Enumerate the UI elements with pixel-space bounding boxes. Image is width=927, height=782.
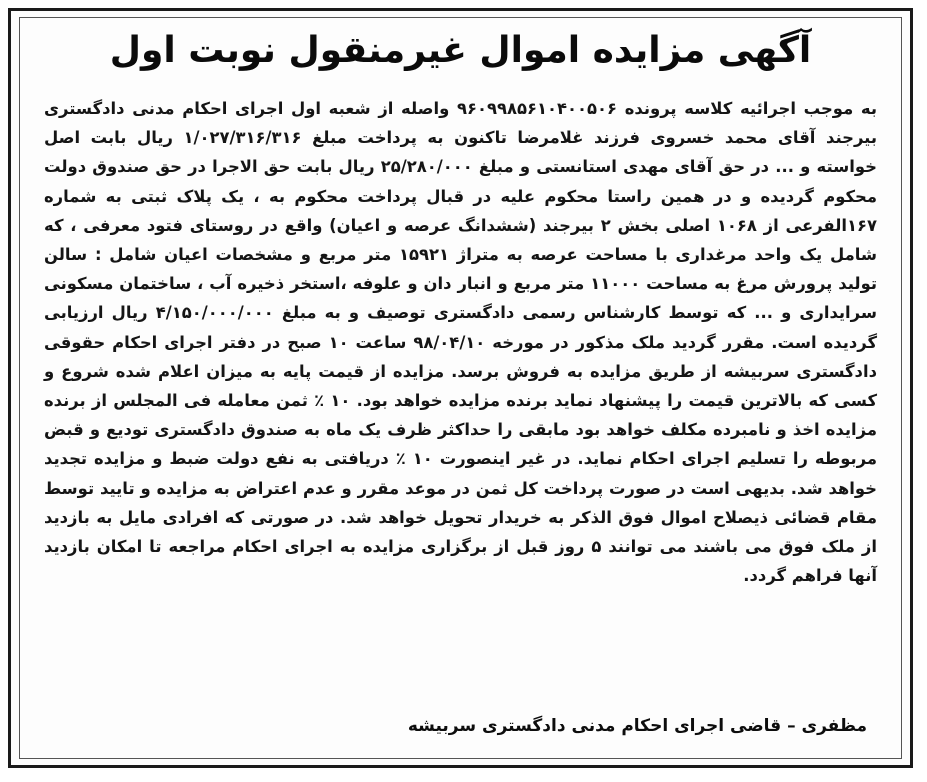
notice-frame <box>8 8 913 768</box>
notice-body: به موجب اجرائیه کلاسه پرونده ۹۶۰۹۹۸۵۶۱۰۴۰۰۵۰۶ واصله از شعبه اول اجرای احکام مدنی دادگستری بیرجند آقای محمد خسروی فرزند غلامرضا تاکنون به پرداخت مبلغ ۱/۰۲۷/۳۱۶/۳۱۶ ریال بابت اصل خواسته و ... در حق آقای مهدی استانستی و مبلغ ۲۵/۲۸۰/۰۰۰ ریال بابت حق الاجرا در حق صندوق دولت محکوم گردیده و در همین راستا محکوم علیه در قبال پرداخت محکوم به ، یک پلاک ثبتی به شماره ۱۶۷الفرعی از ۱۰۶۸ اصلی بخش ۲ بیرجند (ششدانگ عرصه و اعیان) واقع در روستای فتود معرفی ، که شامل یک واحد مرغداری با مساحت عرصه به متراژ ۱۵۹۲۱ متر مربع و مشخصات اعیان شامل : سالن تولید پرورش مرغ به مساحت ۱۱۰۰۰ متر مربع و انبار دان و علوفه ،استخر ذخیره آب ، ساختمان مسکونی سرایداری و ... که توسط کارشناس رسمی دادگستری توصیف و به مبلغ ۴/۱۵۰/۰۰۰/۰۰۰ ریال ارزیابی گردیده است. مقرر گردید ملک مذکور در مورخه ۹۸/۰۴/۱۰ ساعت ۱۰ صبح در دفتر اجرای احکام حقوقی دادگستری سربیشه از طریق مزایده به فروش برسد. مزایده از قیمت پایه به میزان اعلام شده شروع و کسی که بالاترین قیمت را پیشنهاد نماید برنده مزایده خواهد بود. ۱۰ ٪ ثمن معامله فی المجلس از برنده مزایده اخذ و نامبرده مکلف خواهد بود مابقی را حداکثر ظرف یک ماه به صندوق دادگستری تودیع و قبض مربوطه را تسلیم اجرای احکام نماید. در غیر اینصورت ۱۰ ٪ دریافتی به نفع دولت ضبط و مزایده تجدید خواهد شد. بدیهی است در صورت پرداخت کل ثمن در موعد مقرر و عدم اعتراض به مزایده و تایید توسط مقام قضائی ذیصلاح اموال فوق الذکر به خریدار تحویل خواهد شد. در صورتی که افرادی مایل به بازدید از ملک فوق می باشند می توانند ۵ روز قبل از برگزاری مزایده به اجرای احکام مراجعه تا امکان بازدید آنها فراهم گردد. <box>44 99 878 586</box>
notice-inner-border <box>19 17 902 759</box>
notice-signature: مظفری – قاضی اجرای احکام مدنی دادگستری سربیشه <box>407 716 867 736</box>
notice-title: آگهی مزایده اموال غیرمنقول نوبت اول <box>109 30 812 71</box>
